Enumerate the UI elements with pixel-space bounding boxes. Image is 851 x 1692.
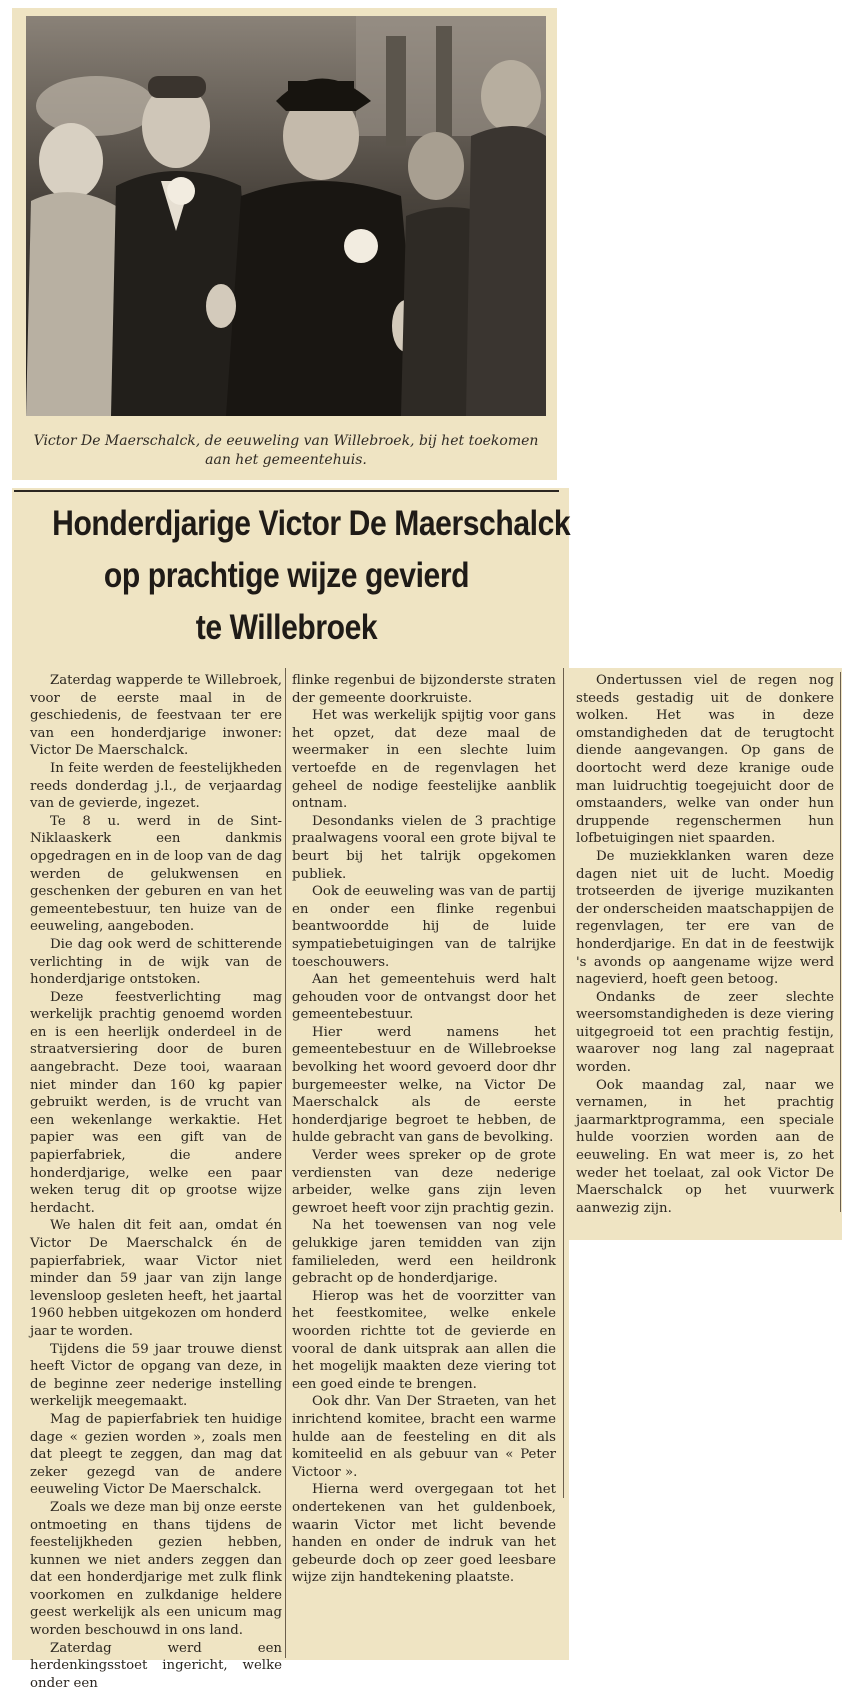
paragraph: We halen dit feit aan, omdat én Victor De Maerschalck én de papierfabriek, waar Victor niet minder dan 59 jaar van zijn lange levensloop gesleten heeft, het jaartal 1960 hebben uitgekozen om honderd jaar te worden. (30, 1218, 282, 1339)
headline-line-1: Honderdjarige Victor De Maerschalck (52, 504, 571, 543)
paragraph: Mag de papierfabriek ten huidige dage « gezien worden », zoals men dat pleegt te zeggen, dan mag dat zeker gezegd van de andere eeuweling Victor De Maerschalck. (30, 1411, 282, 1498)
photo-illustration (26, 16, 546, 416)
paragraph: Tijdens die 59 jaar trouwe dienst heeft Victor de opgang van deze, in de beginne zeer nederige instelling werkelijk meegemaakt. (30, 1341, 282, 1410)
headline-line-3: te Willebroek (195, 608, 378, 647)
column-divider (840, 672, 841, 1212)
paragraph: Na het toewensen van nog vele gelukkige jaren temidden van zijn familieleden, werd een heildronk gebracht op de honderdjarige. (292, 1218, 556, 1287)
paragraph: Het was werkelijk spijtig voor gans het opzet, dat deze maal de weermaker in een slechte luim vertoefde en de regenvlagen het geheel de nodige feestelijke aanblik ontnam. (292, 708, 556, 812)
paragraph: Ondertussen viel de regen nog steeds gestadig uit de donkere wolken. Het was in deze omstandigheden dat de terugtocht diende aangevangen. Op gans de doortocht werd deze kranige oude man luidruchtig toegejuicht door de omstaanders, welke van onder hun druppende regenschermen hun lofbetuigingen niet spaarden. (576, 673, 834, 847)
article-column-1 (30, 672, 282, 1692)
article-headline (52, 498, 571, 654)
paragraph: In feite werden de feestelijkheden reeds donderdag j.l., de verjaardag van de gevierde, ingezet. (30, 760, 282, 812)
headline-line-2: op prachtige wijze gevierd (103, 556, 470, 595)
paragraph: Zaterdag wapperde te Willebroek, voor de eerste maal in de geschiedenis, de feestvaan ter ere van een honderdjarige inwoner: Victor De Maerschalck. (30, 673, 282, 759)
paragraph: Zoals we deze man bij onze eerste ontmoeting en thans tijdens de feestelijkheden gezien hebben, kunnen we niet anders zeggen dan dat een honderdjarige met zulk flink voorkomen en zulkdanige heldere geest werkelijk als een unicum mag worden beschouwd in ons land. (30, 1499, 282, 1639)
article-column-2 (292, 672, 556, 1587)
photo-of-crowd-icon (26, 16, 546, 416)
paragraph: Die dag ook werd de schitterende verlichting in de wijk van de honderdjarige ontstoken. (30, 936, 282, 988)
paragraph: Ook maandag zal, naar we vernamen, in het prachtig jaarmarktprogramma, een speciale hulde voorzien worden aan de eeuweling. En wat meer is, zo het weder het toelaat, zal ook Victor De Maerschalck op het vuurwerk aanwezig zijn. (576, 1077, 834, 1216)
paragraph: De muziekklanken waren deze dagen niet uit de lucht. Moedig trotseerden de ijverige muzikanten der onderscheiden maatschappijen de regenvlagen, ter ere van de honderdjarige. En dat in de feestwijk 's avonds op aangename wijze werd nagevierd, hoeft geen betoog. (576, 848, 834, 988)
paragraph: Zaterdag werd een herdenkingsstoet ingericht, welke onder een (30, 1640, 282, 1691)
paragraph: Te 8 u. werd in de Sint-Niklaaskerk een dankmis opgedragen en in de loop van de dag werden de gelukwensen en geschenken der geburen en van het gemeentebestuur, ten huize van de eeuweling, aangeboden. (30, 813, 282, 935)
paragraph: Hierna werd overgegaan tot het ondertekenen van het guldenboek, waarin Victor met licht bevende handen en onder de indruk van het gebeurde doch op zeer goed leesbare wijze zijn handtekening plaatste. (292, 1482, 556, 1586)
paragraph: Desondanks vielen de 3 prachtige praalwagens vooral een grote bijval te beurt bij het talrijk opgekomen publiek. (292, 813, 556, 882)
article-column-3 (576, 672, 834, 1217)
paragraph: Ondanks de zeer slechte weersomstandigheden is deze viering uitgegroeid tot een prachtig festijn, waarover nog lang zal nagepraat worden. (576, 989, 834, 1076)
column-divider (563, 668, 564, 1498)
headline-top-rule (14, 490, 559, 492)
photo-caption: Victor De Maerschalck, de eeuweling van Willebroek, bij het toekomen aan het gemeentehuis. (33, 433, 539, 468)
paragraph: Aan het gemeentehuis werd halt gehouden voor de ontvangst door het gemeentebestuur. (292, 972, 556, 1023)
paragraph: flinke regenbui de bijzonderste straten der gemeente doorkruiste. (292, 673, 556, 706)
photo-clipping (12, 8, 557, 480)
paragraph: Hierop was het de voorzitter van het feestkomitee, welke enkele woorden richtte tot de gevierde en vooral de dank uitsprak aan allen die het mogelijk maakten deze viering tot een goed einde te brengen. (292, 1288, 556, 1392)
paragraph: Hier werd namens het gemeentebestuur en de Willebroekse bevolking het woord gevoerd door dhr burgemeester welke, na Victor De Maerschalck als de eerste honderdjarige begroet te hebben, de hulde gebracht van gans de bevolking. (292, 1024, 556, 1146)
paragraph: Deze feestverlichting mag werkelijk prachtig genoemd worden en is een heerlijk onderdeel in de straatversiering door de buren aangebracht. Deze tooi, waaraan niet minder dan 160 kg papier gebruikt werden, is de vrucht van een wekenlange werkaktie. Het papier was een gift van de papierfabriek, die andere honderdjarige, welke een paar weken terug dit op grootse wijze herdacht. (30, 989, 282, 1216)
paragraph: Ook de eeuweling was van de partij en onder een flinke regenbui beantwoordde hij de luide sympatiebetuigingen van de talrijke toeschouwers. (292, 884, 556, 970)
column-divider (285, 668, 286, 1658)
paragraph: Ook dhr. Van Der Straeten, van het inrichtend komitee, bracht een warme hulde aan de feesteling en dit als komiteelid en als gebuur van « Peter Victoor ». (292, 1394, 556, 1480)
paragraph: Verder wees spreker op de grote verdiensten van deze nederige arbeider, welke gans zijn leven gewroet heeft voor zijn prachtig gezin. (292, 1148, 556, 1216)
